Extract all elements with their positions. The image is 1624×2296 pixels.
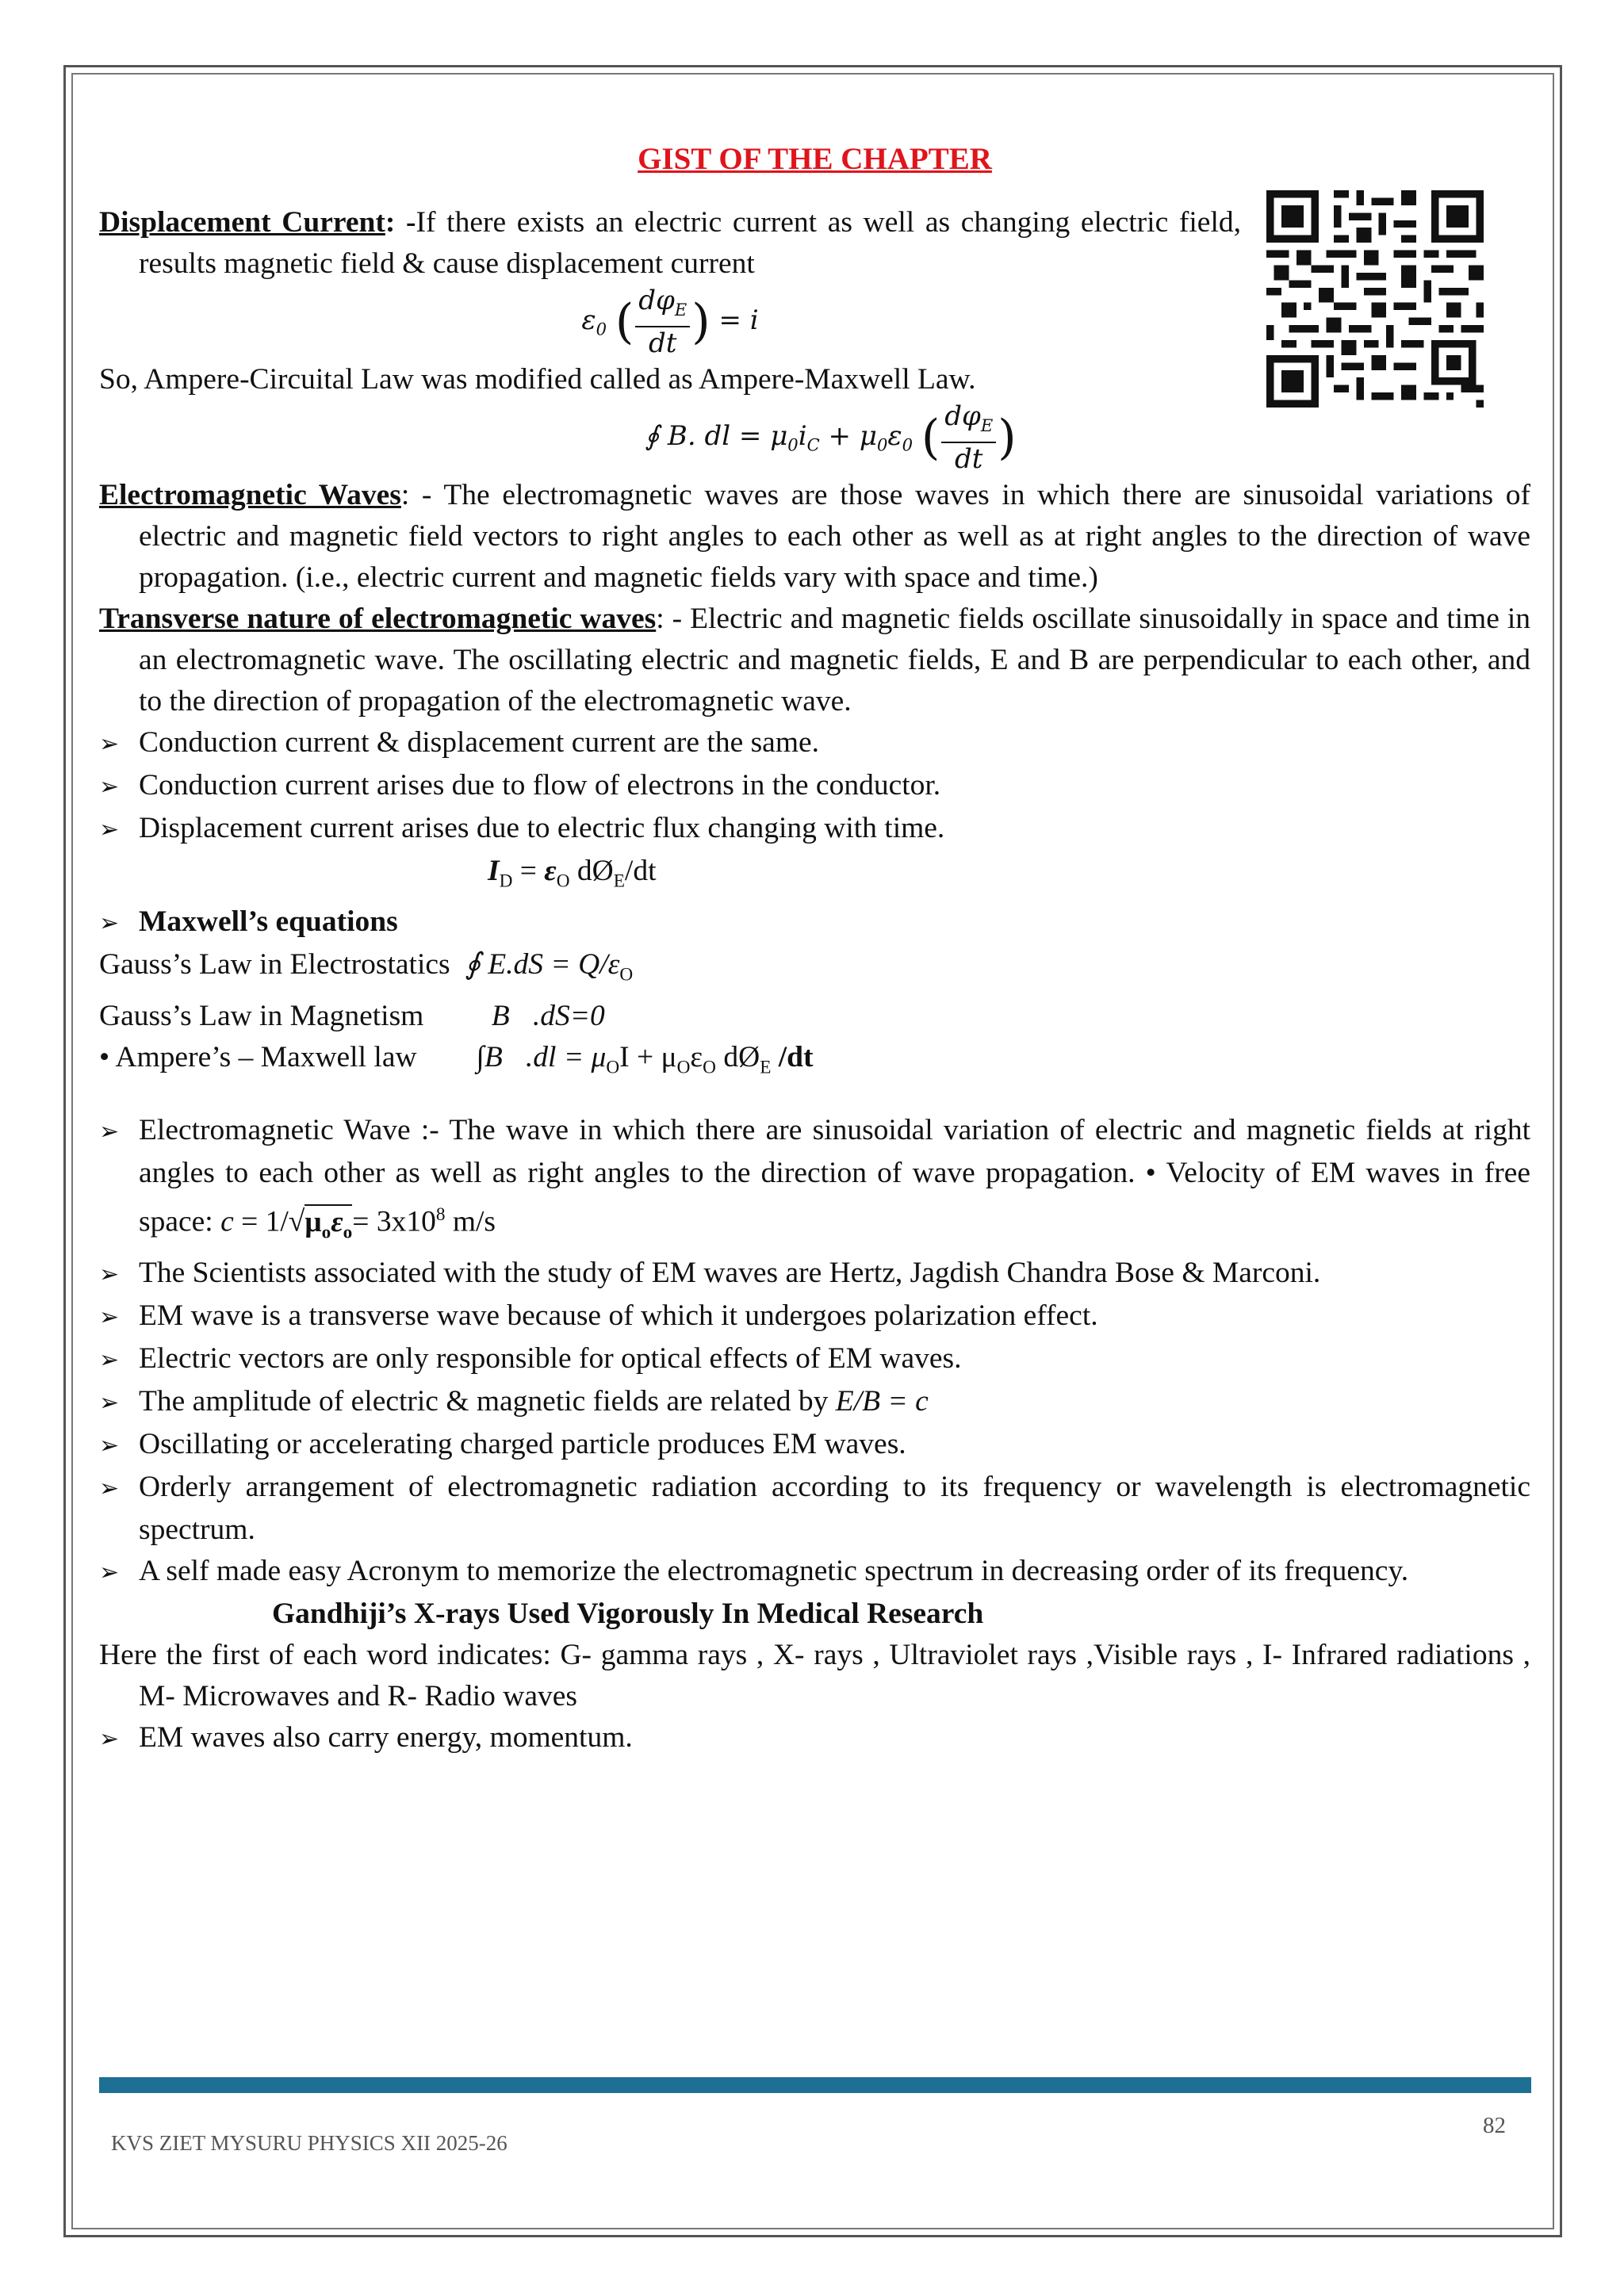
bullet-arrow-icon: ➢	[99, 1475, 120, 1502]
page-content	[99, 139, 1530, 1760]
velocity-mu: μ	[304, 1205, 322, 1238]
bullet-item	[99, 1717, 1530, 1760]
velocity-eps: ε	[331, 1205, 343, 1238]
velocity-exponent: 8	[435, 1204, 446, 1226]
gauss-m-label: Gauss’s Law in Magnetism	[99, 999, 424, 1032]
ampere-eps: ε	[690, 1040, 703, 1073]
transverse-text: : - Electric and magnetic fields oscillate sinusoidally in space and time in an electromagnetic wave. The oscillating electric and magnetic fields, E and B are perpendicular to each other, and to the direction of propagation of the electromagnetic wave.	[139, 602, 1530, 718]
bullet-arrow-icon: ➢	[99, 773, 120, 800]
eq-epsilon: ε	[581, 304, 596, 336]
right-paren: )	[691, 293, 710, 350]
displacement-colon: : -	[385, 206, 416, 239]
ampere-sub2: O	[676, 1057, 691, 1078]
formula-tail: /dt	[624, 854, 657, 887]
eq2-numerator-sub: E	[980, 415, 994, 435]
amplitude-text: The amplitude of electric & magnetic fields are related by	[139, 1385, 836, 1418]
formula-I-sub: D	[499, 871, 513, 892]
em-waves-term: Electromagnetic Waves	[99, 478, 401, 511]
bullet-text: The Scientists associated with the study of EM waves are Hertz, Jagdish Chandra Bose & Marconi.	[139, 1257, 1321, 1290]
eq2-numerator: dφ	[944, 400, 981, 432]
bullet-arrow-icon: ➢	[99, 910, 120, 937]
eq-denominator: dt	[649, 327, 677, 359]
bullet-text: Orderly arrangement of electromagnetic radiation according to its frequency or wavelength is electromagnetic spectrum.	[139, 1471, 1530, 1547]
em-waves-paragraph	[99, 475, 1530, 599]
acronym-line: Gandhiji’s X-rays Used Vigorously In Medical Research	[272, 1598, 984, 1631]
gauss-magnetism-row	[99, 996, 1530, 1037]
bullet-item	[99, 808, 1530, 851]
bullet-arrow-icon: ➢	[99, 1433, 120, 1460]
ampere-maxwell-row	[99, 1037, 1530, 1089]
eq2-lhs: ∮ B. dl = μ	[645, 419, 788, 452]
displacement-equation	[99, 285, 1241, 359]
ampere-sub4: E	[760, 1057, 772, 1078]
ampere-tail: /dt	[771, 1040, 814, 1073]
bullet-text: Displacement current arises due to electric flux changing with time.	[139, 811, 945, 844]
eq2-denominator: dt	[955, 442, 983, 475]
formula-I: I	[488, 854, 500, 887]
eq2-mu-sub: 0	[787, 434, 799, 455]
ampere-mid: I + μ	[619, 1040, 677, 1073]
acronym-explanation: Here the first of each word indicates: G- gamma rays , X- rays , Ultraviolet rays ,Visible rays , I- Infrared radiations , M- Microwaves and R- Radio waves	[99, 1639, 1530, 1713]
bullet-text: Electric vectors are only responsible for optical effects of EM waves.	[139, 1342, 962, 1376]
eq2-eps-sub: 0	[902, 434, 914, 455]
displacement-paragraph	[99, 202, 1241, 285]
gauss-e-sub: O	[619, 964, 634, 985]
em-wave-bullet	[99, 1110, 1530, 1253]
displacement-text: If there exists an electric current as well as changing electric field, results magnetic field & cause displacement current	[139, 206, 1241, 280]
bullet-arrow-icon: ➢	[99, 730, 120, 757]
spacer	[99, 1088, 1530, 1110]
gauss-e-equation: ∮ E.dS = Q/ε	[465, 948, 620, 982]
bullet-arrow-icon: ➢	[99, 1347, 120, 1374]
eq2-plus: + μ	[819, 419, 877, 452]
ampere-sub1: O	[606, 1057, 620, 1078]
bullet-text: Conduction current & displacement current are the same.	[139, 725, 820, 759]
ampere-sub3: O	[703, 1057, 716, 1078]
page-number: 82	[1483, 2113, 1506, 2138]
bullet-text: A self made easy Acronym to memorize the electromagnetic spectrum in decreasing order of its frequency.	[139, 1555, 1409, 1588]
bullet-arrow-icon: ➢	[99, 816, 120, 843]
bullet-item	[99, 1253, 1530, 1295]
velocity-mu-sub: o	[321, 1222, 331, 1243]
page-title: GIST OF THE CHAPTER	[638, 142, 992, 176]
eq-epsilon-sub: 0	[596, 319, 607, 339]
displacement-block	[99, 202, 1241, 400]
eq2-eps: ε	[887, 419, 902, 452]
eq-numerator: dφ	[638, 285, 675, 316]
bullet-item	[99, 1338, 1530, 1381]
em-waves-text: : - The electromagnetic waves are those waves in which there are sinusoidal variations of electric and magnetic field vectors to right angles to each other as well as at right angles to the direction of wave propagation. (i.e., electric current and magnetic fields vary with space and time.)	[139, 478, 1530, 594]
ampere-intro: So, Ampere-Circuital Law was modified called as Ampere-Maxwell Law.	[99, 362, 976, 396]
eq2-i-sub: C	[806, 434, 820, 455]
bullet-item	[99, 765, 1530, 808]
displacement-term: Displacement Current	[99, 206, 385, 239]
bullet-text: Conduction current arises due to flow of electrons in the conductor.	[139, 768, 941, 802]
displacement-current-formula	[99, 851, 1530, 902]
formula-eps: ε	[544, 854, 557, 887]
eq2-left-paren: (	[921, 409, 940, 465]
bullet-arrow-icon: ➢	[99, 1304, 120, 1331]
maxwell-heading-text: Maxwell’s equations	[139, 905, 398, 939]
formula-eps-sub: O	[556, 871, 570, 892]
bullet-item	[99, 1467, 1530, 1551]
bullet-item	[99, 1551, 1530, 1594]
em-wave-text: Electromagnetic Wave :- The wave in which there are sinusoidal variation of electric and magnetic fields at right angles to each other as well as right angles to the direction of wave propagation. • Velocity of EM waves in free space:	[139, 1114, 1530, 1238]
eq2-fraction	[941, 400, 996, 475]
gauss-e-label: Gauss’s Law in Electrostatics	[99, 948, 450, 982]
bullet-arrow-icon: ➢	[99, 1559, 120, 1586]
eq2-i: i	[798, 419, 807, 452]
velocity-eq: = 1/√	[233, 1205, 305, 1238]
transverse-term: Transverse nature of electromagnetic waves	[99, 602, 657, 635]
velocity-c: c	[220, 1205, 234, 1238]
left-paren: (	[615, 293, 634, 350]
formula-d-phi-sub: E	[613, 871, 625, 892]
bullet-item	[99, 1424, 1530, 1467]
bullet-arrow-icon: ➢	[99, 1390, 120, 1417]
velocity-unit: m/s	[445, 1205, 496, 1238]
ampere-equation: ∫B⃗.dl = μ	[476, 1040, 607, 1073]
transverse-paragraph	[99, 599, 1530, 722]
ampere-maxwell-equation	[99, 400, 1530, 475]
formula-equals: =	[512, 854, 545, 887]
gauss-m-equation: ∮ B⃗.dS=0	[461, 999, 605, 1032]
eq2-right-paren: )	[998, 409, 1017, 465]
footer-bar	[99, 2077, 1531, 2093]
amplitude-equation: E/B = c	[835, 1385, 929, 1418]
ampere-label: • Ampere’s – Maxwell law	[99, 1040, 417, 1073]
eq-fraction	[635, 285, 690, 359]
gauss-electrostatics-row	[99, 944, 1530, 996]
footer-text: KVS ZIET MYSURU PHYSICS XII 2025-26	[111, 2131, 508, 2155]
bullet-item	[99, 722, 1530, 765]
eq-rhs: = i	[718, 304, 759, 336]
eq-numerator-sub: E	[674, 299, 688, 320]
formula-d-phi: dØ	[569, 854, 614, 887]
velocity-eps-sub: o	[343, 1222, 353, 1243]
bullet-arrow-icon: ➢	[99, 1261, 120, 1288]
bullet-arrow-icon: ➢	[99, 1726, 120, 1753]
bullet-item	[99, 1295, 1530, 1338]
bullet-text: Oscillating or accelerating charged particle produces EM waves.	[139, 1428, 906, 1461]
amplitude-bullet	[99, 1381, 1530, 1424]
ampere-d-phi: dØ	[715, 1040, 760, 1073]
bullet-text: EM wave is a transverse wave because of which it undergoes polarization effect.	[139, 1299, 1098, 1333]
bullet-arrow-icon: ➢	[99, 1119, 120, 1146]
velocity-value: = 3x10	[352, 1205, 436, 1238]
bullet-text: EM waves also carry energy, momentum.	[139, 1721, 633, 1755]
eq2-mu2-sub: 0	[876, 434, 888, 455]
maxwell-heading	[99, 901, 1530, 944]
